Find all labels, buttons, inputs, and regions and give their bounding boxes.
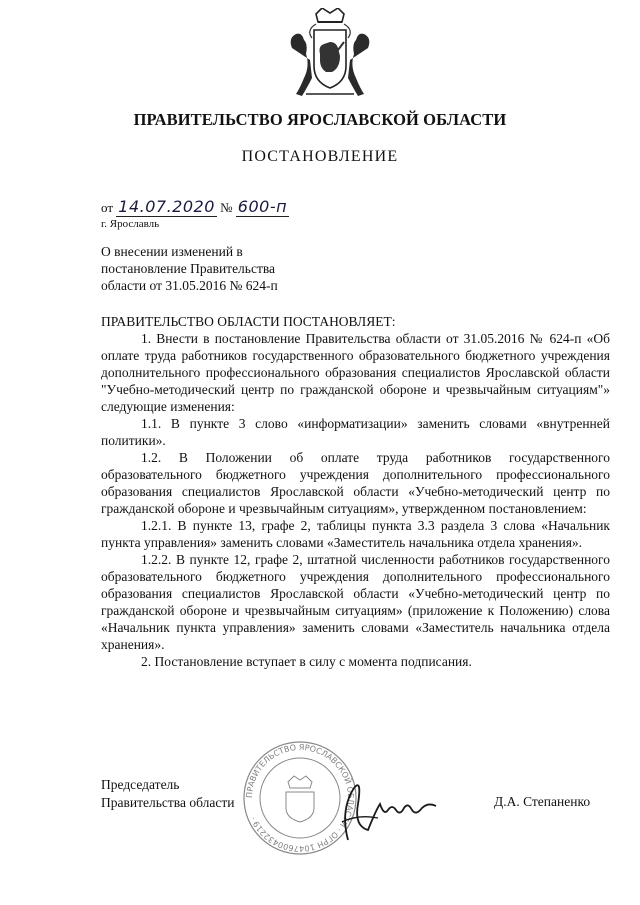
paragraph-1-2-1: 1.2.1. В пункте 13, графе 2, таблицы пункта 3.3 раздела 3 слова «Начальник пункта управления» заменить словами «Заместитель начальника отдела хранения». xyxy=(101,518,610,550)
paragraph-1-2: 1.2. В Положении об оплате труда работников государственного образовательного бюджетного учреждения дополнительного профессионального образования специалистов Ярославской области «Учебно-методический центр по гражданской обороне и чрезвычайным ситуациям», утвержденном постановлением: xyxy=(101,450,610,516)
subject-line: постановление Правительства xyxy=(101,261,276,276)
date-number-line xyxy=(101,197,289,217)
paragraph-2: 2. Постановление вступает в силу с момента подписания. xyxy=(141,654,472,669)
city-name: г. Ярославль xyxy=(101,218,160,230)
signatory-title-line: Правительства области xyxy=(101,795,235,810)
resolution-body xyxy=(101,313,610,670)
paragraph-1-2-2: 1.2.2. В пункте 12, графе 2, штатной численности работников государственного образовательного бюджетного учреждения дополнительного профессионального образования специалистов Ярославской области «Учебно-методический центр по гражданской обороне и чрезвычайным ситуациям» (приложение к Положению) слова «Начальник пункта управления» заменить словами «Заместитель начальника отдела хранения». xyxy=(101,552,610,652)
signatory-name: Д.А. Степаненко xyxy=(494,794,591,809)
handwritten-date: 14.07.2020 xyxy=(118,197,215,216)
paragraph-1-1: 1.1. В пункте 3 слово «информатизации» заменить словами «внутренней политики». xyxy=(101,416,610,448)
coat-of-arms-icon xyxy=(286,8,374,100)
document-type: ПОСТАНОВЛЕНИЕ xyxy=(241,148,399,165)
subject-line: области от 31.05.2016 № 624-п xyxy=(101,278,278,293)
svg-text:ПРАВИТЕЛЬСТВО ЯРОСЛАВСКОЙ ОБЛА: ПРАВИТЕЛЬСТВО ЯРОСЛАВСКОЙ ОБЛАСТИ · ОГРН 1047600432219 · xyxy=(244,742,356,854)
signatory-title-line: Председатель xyxy=(101,777,180,792)
paragraph-1: 1. Внести в постановление Правительства области от 31.05.2016 № 624-п «Об оплате труда работников государственного образовательного бюджетного учреждения дополнительного профессионального образования специалистов Ярославской области "Учебно-методический центр по гражданской обороне и чрезвычайным ситуациям"» следующие изменения: xyxy=(101,331,610,414)
signatory-title xyxy=(101,776,234,812)
resolution-lead: ПРАВИТЕЛЬСТВО ОБЛАСТИ ПОСТАНОВЛЯЕТ: xyxy=(101,314,396,329)
handwritten-signature-icon xyxy=(318,770,458,850)
government-title: ПРАВИТЕЛЬСТВО ЯРОСЛАВСКОЙ ОБЛАСТИ xyxy=(133,110,507,129)
subject-line: О внесении изменений в xyxy=(101,244,243,259)
number-prefix: № xyxy=(220,200,233,215)
subject-block xyxy=(101,243,361,294)
date-prefix: от xyxy=(101,200,114,215)
handwritten-number: 600-п xyxy=(237,197,288,216)
